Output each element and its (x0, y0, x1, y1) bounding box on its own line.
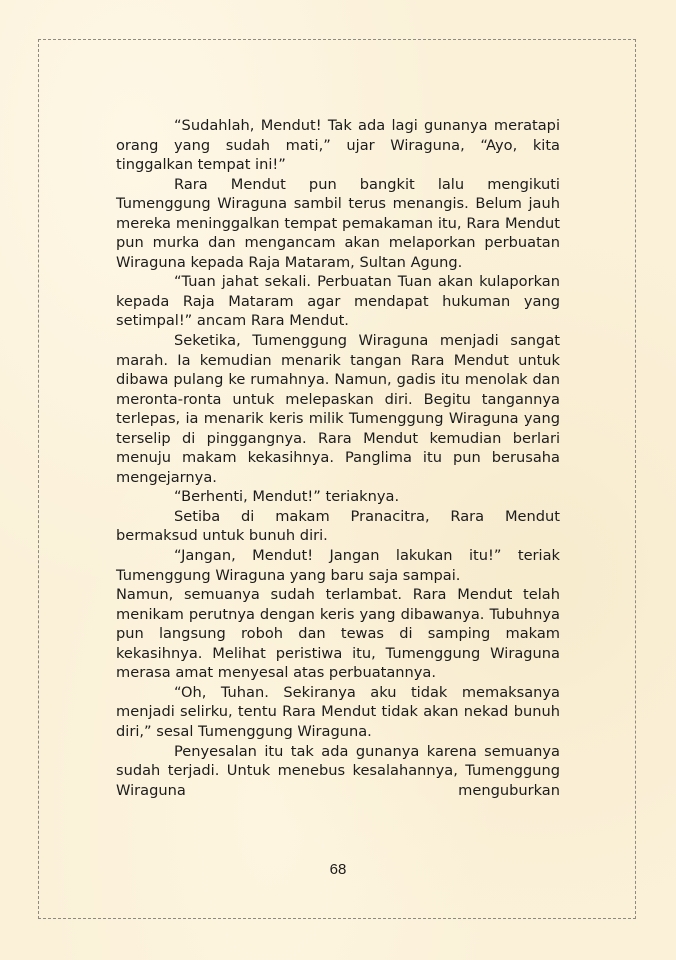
paragraph-6: Setiba di makam Pranacitra, Rara Mendut bermaksud untuk bunuh diri. (116, 507, 560, 545)
paragraph-2: Rara Mendut pun bangkit lalu mengikuti Tumenggung Wiraguna sambil terus menangis. Belum jauh mereka meninggalkan tempat pemakaman itu, Rara Mendut pun murka dan mengancam akan melaporkan perbuatan Wiraguna kepada Raja Mataram, Sultan Agung. (116, 175, 560, 271)
paragraph-4: Seketika, Tumenggung Wiraguna menjadi sangat marah. Ia kemudian menarik tangan Rara Mendut untuk dibawa pulang ke rumahnya. Namun, gadis itu menolak dan meronta-ronta untuk melepaskan diri. Begitu tangannya terlepas, ia menarik keris milik Tumenggung Wiraguna yang terselip di pinggangnya. Rara Mendut kemudian berlari menuju makam kekasihnya. Panglima itu pun berusaha mengejarnya. (116, 332, 560, 486)
paragraph-8: Namun, semuanya sudah terlambat. Rara Mendut telah menikam perutnya dengan keris yang dibawanya. Tubuhnya pun langsung roboh dan tewas di samping makam kekasihnya. Melihat peristiwa itu, Tumenggung Wiraguna merasa amat menyesal atas perbuatannya. (116, 586, 560, 682)
paragraph-3: “Tuan jahat sekali. Perbuatan Tuan akan kulaporkan kepada Raja Mataram agar mendapat hukuman yang setimpal!” ancam Rara Mendut. (116, 273, 560, 330)
paragraph-7: “Jangan, Mendut! Jangan lakukan itu!” teriak Tumenggung Wiraguna yang baru saja sampai. (116, 547, 560, 584)
story-text (116, 116, 560, 800)
paragraph-5: “Berhenti, Mendut!” teriaknya. (174, 488, 400, 506)
paragraph-1: “Sudahlah, Mendut! Tak ada lagi gunanya meratapi orang yang sudah mati,” ujar Wiraguna, “Ayo, kita tinggalkan tempat ini!” (116, 117, 560, 174)
paragraph-9: “Oh, Tuhan. Sekiranya aku tidak memaksanya menjadi selirku, tentu Rara Mendut tidak akan nekad bunuh diri,” sesal Tumenggung Wiraguna. (116, 683, 560, 740)
page-number: 68 (329, 861, 347, 878)
paragraph-10: Penyesalan itu tak ada gunanya karena semuanya sudah terjadi. Untuk menebus kesalahannya, Tumenggung Wiraguna menguburkan (116, 742, 560, 799)
